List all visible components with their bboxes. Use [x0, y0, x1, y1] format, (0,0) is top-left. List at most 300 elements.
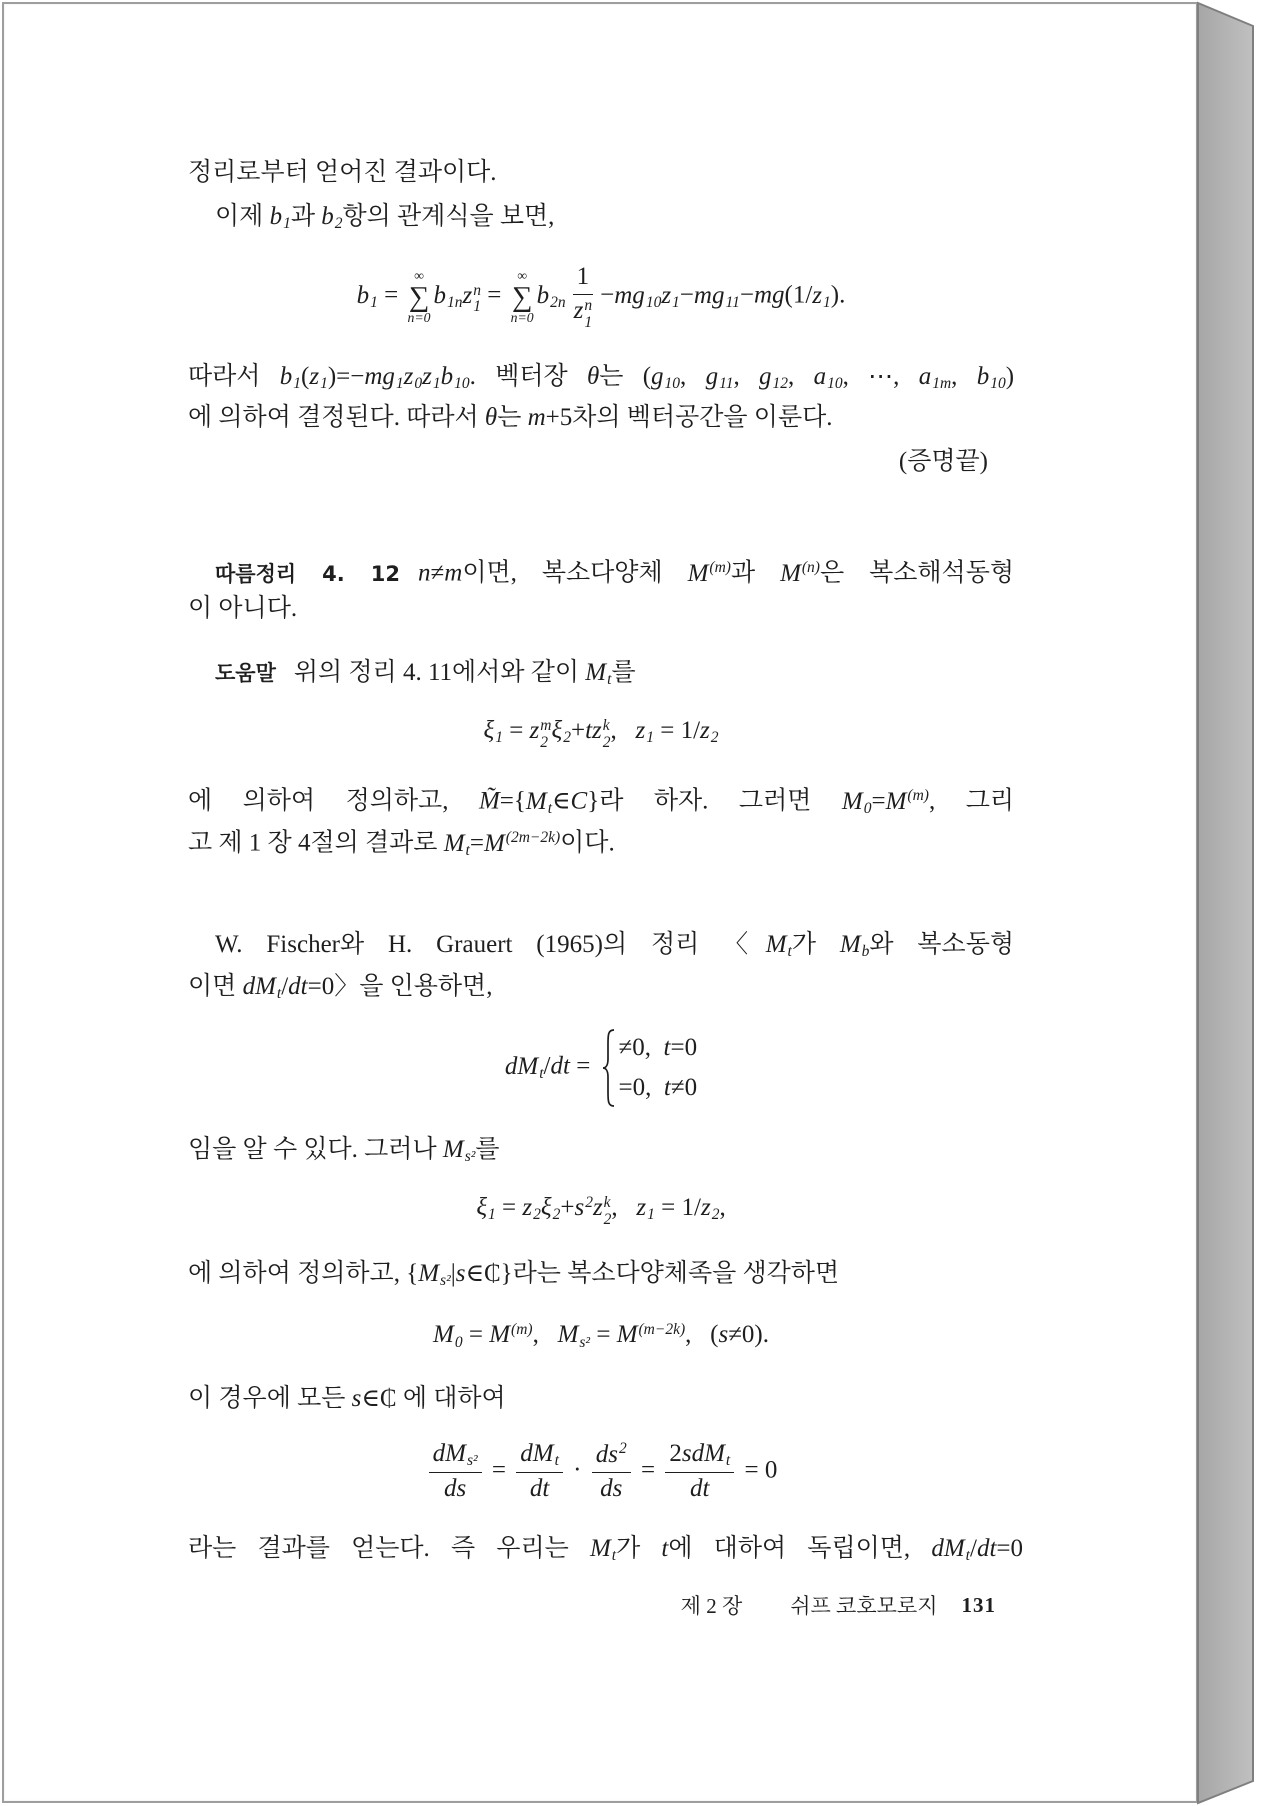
- math-symbol: [664, 1074, 671, 1101]
- text-run: [533, 1321, 558, 1348]
- text-run-body: ∈₵ 에 대하여: [361, 1385, 506, 1412]
- subscript: s²: [466, 1452, 478, 1470]
- math-symbol-body: t: [661, 1535, 669, 1562]
- math-symbol-body: t: [663, 1074, 671, 1101]
- math-symbol-body: t: [663, 1034, 671, 1061]
- text-run: [328, 363, 365, 390]
- math-symbol: [589, 1535, 617, 1565]
- text-run-body: 를: [611, 659, 636, 686]
- text-run-body: /: [543, 1052, 551, 1080]
- fraction: [516, 1440, 563, 1504]
- math-symbol: [444, 560, 462, 587]
- text-run-body: ,: [951, 363, 977, 390]
- subscript: 1: [488, 1206, 496, 1224]
- text-run: [481, 282, 508, 309]
- text-run: [733, 363, 759, 390]
- display-equation: [188, 703, 1014, 763]
- text-run: [843, 363, 919, 390]
- subscript: s²: [579, 1333, 591, 1351]
- script-stack: [603, 718, 611, 751]
- subscript: t: [547, 799, 553, 817]
- display-equation: [188, 1180, 1014, 1240]
- text-run-body: ,: [733, 363, 760, 390]
- text-line: [188, 587, 297, 631]
- math-symbol: [705, 363, 734, 393]
- text-run: [188, 159, 497, 186]
- text-run: [871, 788, 885, 815]
- math-symbol-body: z: [661, 281, 672, 309]
- text-run: [560, 830, 615, 857]
- text-run-body: 항의 관계식을 보면,: [342, 203, 555, 230]
- display-equation: [188, 1306, 1014, 1366]
- equation-body: [425, 1440, 778, 1504]
- subscript: t: [607, 671, 612, 689]
- math-symbol: [886, 788, 929, 815]
- script-stack: [540, 718, 551, 751]
- text-run: [465, 1260, 839, 1287]
- text-run-body: =0: [996, 1535, 1023, 1562]
- math-symbol-body: mg: [614, 281, 645, 309]
- subscript: 1: [646, 729, 654, 747]
- text-run-body: ,: [788, 363, 814, 390]
- math-symbol-body: z: [592, 1194, 603, 1222]
- subscript: 2: [563, 729, 571, 747]
- text-run: [475, 1136, 499, 1163]
- text-run: [486, 1457, 513, 1484]
- text-run-body: 과: [730, 559, 781, 587]
- text-run-body: }라 하자. 그러면: [587, 787, 842, 815]
- math-symbol-body: g: [651, 363, 664, 390]
- text-line: [188, 774, 1014, 818]
- text-run: [462, 560, 687, 587]
- text-run-body: /: [281, 973, 289, 1000]
- math-symbol-body: dt: [976, 1535, 997, 1562]
- text-run-body: 를: [475, 1136, 500, 1163]
- subscript: 11: [725, 294, 740, 312]
- math-symbol-body: z: [700, 717, 710, 745]
- text-run: [496, 1194, 523, 1221]
- text-run-body: . 벡터장: [469, 363, 587, 390]
- math-symbol-body: M: [589, 1535, 611, 1562]
- text-run: [669, 1440, 682, 1467]
- cases-row: [619, 1028, 698, 1068]
- math-symbol: [585, 659, 612, 689]
- fraction-numerator: [516, 1440, 563, 1473]
- math-symbol: [754, 282, 785, 309]
- text-run-body: =: [462, 1321, 490, 1349]
- text-run-body: (1/: [784, 281, 813, 309]
- subscript: t: [611, 1547, 617, 1565]
- text-run-body: /: [969, 1535, 977, 1562]
- math-symbol: [839, 931, 870, 961]
- summation-lower-limit: n=0: [510, 310, 534, 326]
- text-run-body: ={: [499, 787, 526, 815]
- math-symbol: [288, 973, 307, 1000]
- math-symbol: [242, 973, 282, 1003]
- math-symbol-body: M: [765, 931, 787, 958]
- text-line: [215, 923, 1014, 967]
- math-symbol: [489, 1321, 532, 1348]
- text-run: [560, 1194, 574, 1221]
- math-symbol: [483, 717, 503, 747]
- text-run: [552, 788, 571, 815]
- superscript: (m): [907, 787, 929, 804]
- text-run-body: =0〉을 인용하면,: [307, 973, 493, 1000]
- text-run-body: 와 복소동형: [869, 931, 1014, 958]
- subscript: 1: [473, 298, 482, 316]
- text-run-body: 에 대하여 독립이면,: [668, 1535, 932, 1562]
- proof-end-mark: [188, 440, 988, 484]
- math-symbol-body: z: [462, 281, 473, 309]
- text-line: [188, 1128, 500, 1172]
- text-line: [215, 195, 554, 239]
- text-line: [188, 1527, 1023, 1571]
- math-symbol: [765, 931, 792, 961]
- subscript: 1: [647, 1206, 655, 1224]
- subscript: s²: [464, 1148, 476, 1166]
- text-run: [611, 717, 636, 744]
- math-symbol-body: M: [433, 1321, 454, 1349]
- text-run: [470, 363, 587, 390]
- fraction-denominator: [570, 295, 596, 331]
- superscript: (m): [709, 559, 731, 576]
- math-symbol-body: ξ: [476, 1194, 488, 1222]
- subscript: 2: [710, 729, 719, 747]
- subscript: 10: [827, 375, 843, 393]
- text-run: [731, 560, 780, 587]
- text-run: [497, 404, 527, 431]
- text-run: [671, 1074, 697, 1101]
- text-run-body: 이제: [215, 203, 270, 230]
- math-symbol: [600, 1475, 622, 1502]
- subscript: 11: [719, 375, 734, 393]
- text-run-body: ≠0).: [728, 1321, 769, 1349]
- math-symbol-body: s: [574, 1194, 585, 1222]
- text-run-body: 가: [616, 1535, 662, 1562]
- text-run-body: |: [450, 1260, 456, 1287]
- text-run: [188, 1136, 443, 1163]
- bold-heading-label: 도움말: [215, 661, 276, 685]
- math-symbol: [690, 1475, 709, 1502]
- math-symbol-body: M: [483, 829, 505, 857]
- text-run: [611, 659, 635, 686]
- hint-line: [215, 651, 636, 695]
- subscript: 2: [533, 1206, 541, 1224]
- fraction-denominator: [686, 1473, 713, 1504]
- text-run: [188, 595, 297, 622]
- text-run: [570, 1053, 597, 1080]
- text-run: [188, 404, 485, 431]
- subscript: b: [861, 943, 870, 961]
- math-symbol: [526, 788, 552, 815]
- math-symbol: [485, 404, 497, 431]
- math-symbol-body: θ: [484, 404, 498, 431]
- text-run-body: 위의 정리 4. 11에서와 같이: [293, 659, 586, 686]
- text-run-body: 이 경우에 모든: [188, 1385, 352, 1412]
- text-run: [215, 931, 766, 958]
- math-symbol-body: M: [489, 1321, 511, 1349]
- math-symbol-body: z: [700, 1194, 711, 1222]
- math-symbol: [462, 281, 482, 316]
- text-run-body: ,: [719, 1194, 726, 1222]
- math-symbol-body: dt: [529, 1475, 550, 1503]
- math-symbol: [842, 788, 872, 815]
- math-symbol-body: a: [813, 363, 827, 390]
- math-symbol: [977, 1535, 996, 1562]
- math-symbol: [279, 363, 302, 393]
- math-symbol: [700, 1194, 720, 1224]
- text-run: [719, 1194, 725, 1221]
- text-run: [951, 363, 977, 390]
- text-run: [970, 1535, 977, 1562]
- text-run: [291, 203, 321, 230]
- subscript: 2: [540, 733, 549, 751]
- text-run: [188, 1260, 418, 1287]
- subscript: 1: [293, 375, 302, 393]
- math-symbol: [440, 363, 470, 393]
- text-line: [188, 396, 833, 440]
- math-symbol-body: M: [687, 559, 709, 587]
- summation-operator: [511, 269, 534, 325]
- math-symbol: [617, 1321, 685, 1348]
- text-run-body: =: [469, 829, 484, 857]
- text-run-body: 에 의하여 정의하고,: [188, 787, 479, 815]
- text-run-body: 라는 결과를 얻는다. 즉 우리는: [188, 1535, 590, 1562]
- math-symbol-body: mg: [693, 281, 725, 309]
- chapter-title: 쉬프 코호모로지: [790, 1594, 938, 1618]
- text-run-body: 는 (: [599, 363, 652, 390]
- math-symbol: [596, 1441, 627, 1468]
- math-symbol-body: dt: [690, 1475, 710, 1503]
- equation-body: [483, 715, 718, 751]
- subscript: 1: [823, 294, 831, 312]
- superscript: (n): [801, 559, 820, 576]
- math-symbol: [693, 281, 740, 312]
- math-symbol: [681, 1440, 731, 1470]
- math-symbol-body: mg: [364, 363, 395, 390]
- fraction-numerator: [665, 1440, 734, 1473]
- superscript: k: [602, 717, 610, 735]
- fraction-numerator: [429, 1440, 482, 1473]
- math-symbol-body: z: [522, 1194, 533, 1222]
- text-run: [308, 973, 493, 1000]
- math-symbol: [356, 281, 378, 312]
- text-run: [470, 830, 484, 857]
- text-run-body: , 그리: [928, 787, 1014, 815]
- math-symbol: [550, 1053, 569, 1080]
- text-line: [188, 355, 1014, 399]
- math-symbol-body: dM: [432, 1440, 466, 1468]
- text-run-body: =0,: [618, 1074, 664, 1101]
- text-run-body: 에 의하여 정의하고, {: [188, 1260, 419, 1287]
- math-symbol-body: dt: [288, 973, 308, 1000]
- text-run-body: 과: [290, 203, 322, 230]
- text-run: [680, 282, 694, 309]
- math-symbol: [504, 1052, 544, 1083]
- math-symbol-body: ξ: [540, 1194, 552, 1222]
- math-symbol-body: M: [585, 659, 607, 686]
- subscript: 2n: [550, 294, 566, 312]
- subscript: 1: [672, 294, 680, 312]
- subscript: 12: [772, 375, 789, 393]
- math-symbol: [573, 296, 593, 331]
- text-run: [654, 717, 700, 744]
- text-run: [738, 1457, 777, 1484]
- superscript: 2: [618, 1440, 627, 1458]
- subscript: 2: [603, 1210, 612, 1228]
- math-symbol-body: M: [442, 1136, 464, 1163]
- subscript: 1: [370, 294, 378, 312]
- subscript: 10: [990, 375, 1006, 393]
- math-symbol: [442, 1136, 476, 1166]
- text-run-body: = 1/: [654, 1194, 701, 1222]
- math-symbol-body: n: [418, 559, 431, 587]
- math-symbol: [528, 404, 546, 431]
- summation-upper-limit: ∞: [517, 267, 528, 283]
- text-run-body: =: [502, 717, 530, 745]
- text-run-body: 이다.: [560, 829, 615, 857]
- math-symbol-body: z: [422, 363, 432, 390]
- math-symbol: [456, 1260, 466, 1287]
- subscript: 1: [432, 375, 441, 393]
- subscript: 2: [334, 215, 343, 233]
- text-run-body: = 1/: [653, 717, 701, 745]
- subscript: 1: [283, 215, 291, 233]
- text-run: [188, 363, 280, 390]
- math-symbol-body: M: [885, 787, 907, 815]
- math-symbol-body: s: [718, 1321, 729, 1349]
- math-symbol-body: dM: [931, 1535, 965, 1562]
- math-symbol-body: ξ: [551, 717, 563, 745]
- text-run: [668, 1535, 931, 1562]
- superscript: k: [603, 1194, 611, 1212]
- math-symbol: [918, 363, 952, 393]
- text-run-body: ≠0: [670, 1074, 698, 1101]
- text-run-body: ,: [611, 1194, 637, 1222]
- subscript: 0: [454, 1333, 463, 1351]
- subscript: 1: [320, 375, 328, 393]
- text-run-body: 에 의하여 결정된다. 따라서: [188, 404, 485, 431]
- equation-body: [505, 1028, 697, 1108]
- text-run: [500, 788, 526, 815]
- equation-body: [433, 1319, 769, 1352]
- superscript: n: [584, 297, 593, 315]
- math-symbol: [812, 281, 831, 312]
- summation-sign: ∑: [408, 280, 430, 313]
- text-run: [587, 788, 842, 815]
- text-run-body: =0: [670, 1034, 698, 1061]
- text-run: [820, 560, 1014, 587]
- text-run-body: 2: [669, 1440, 682, 1468]
- subscript: 1: [395, 375, 404, 393]
- fraction: [429, 1440, 482, 1504]
- math-symbol-body: b: [440, 363, 454, 390]
- text-run-body: 1: [576, 263, 590, 291]
- math-symbol-body: M: [443, 829, 465, 857]
- math-symbol-body: ds: [444, 1475, 467, 1503]
- subscript: t: [725, 1452, 731, 1470]
- math-symbol: [444, 1475, 466, 1502]
- math-symbol-body: M: [557, 1321, 579, 1349]
- math-symbol-body: M: [616, 1321, 638, 1349]
- text-run: [670, 1034, 697, 1061]
- math-symbol-body: M: [839, 931, 861, 958]
- math-symbol-body: z: [812, 281, 823, 309]
- subscript: 1n: [447, 294, 463, 312]
- math-symbol-body: b: [536, 281, 550, 309]
- text-run-body: =: [485, 1456, 513, 1484]
- text-run-body: 임을 알 수 있다. 그러나: [188, 1136, 443, 1163]
- cases-block: [601, 1028, 698, 1108]
- text-run: [546, 404, 833, 431]
- subscript: t: [554, 1452, 559, 1470]
- summation-operator: [408, 269, 431, 325]
- math-symbol: [636, 1194, 655, 1224]
- page-footer: [600, 1587, 996, 1623]
- display-equation: [188, 1018, 1014, 1118]
- math-symbol-body: m: [444, 559, 463, 587]
- text-line: [188, 151, 497, 195]
- superscript: 2: [585, 1193, 593, 1211]
- text-run-body: (증명끝): [898, 448, 988, 475]
- superscript: n: [473, 281, 482, 299]
- text-run-body: +: [570, 717, 586, 745]
- text-run-body: =: [590, 1321, 617, 1349]
- text-run-body: 정리로부터 얻어진 결과이다.: [188, 159, 497, 186]
- text-run-body: = 0: [738, 1456, 778, 1484]
- math-symbol-body: tz: [585, 717, 602, 745]
- text-run: [567, 1457, 588, 1484]
- superscript: (2m−2k): [505, 829, 561, 846]
- text-run: [996, 1535, 1023, 1562]
- math-symbol: [536, 281, 566, 312]
- text-run-body: ,: [680, 363, 706, 390]
- text-run: [619, 1034, 664, 1061]
- text-run-body: −: [679, 281, 694, 309]
- text-run: [571, 717, 585, 744]
- text-run-body: =: [377, 281, 405, 309]
- math-symbol-body: b: [279, 363, 293, 390]
- text-line: [188, 1377, 506, 1421]
- text-run: [785, 282, 813, 309]
- subscript: 1: [584, 313, 593, 331]
- math-symbol-body: s: [351, 1385, 362, 1412]
- text-run-body: +: [560, 1194, 575, 1222]
- math-symbol-body: b: [321, 203, 334, 230]
- text-run: [792, 931, 840, 958]
- text-run-body: ).: [830, 281, 846, 309]
- page-number: 131: [961, 1592, 996, 1617]
- math-symbol: [635, 717, 654, 747]
- text-run: [728, 1321, 769, 1348]
- display-equation: [188, 247, 1014, 347]
- math-symbol: [614, 281, 662, 312]
- math-symbol-body: b: [356, 281, 370, 309]
- text-run-body: 고 제 1 장 4절의 결과로: [188, 829, 444, 857]
- fraction-numerator: [592, 1440, 631, 1472]
- math-symbol: [759, 363, 789, 393]
- subscript: 2: [552, 1206, 561, 1224]
- text-run-body: 이면: [188, 973, 243, 1000]
- subscript: 1m: [932, 375, 952, 393]
- text-run-body: , ⋯,: [842, 363, 919, 390]
- math-symbol: [309, 363, 328, 393]
- text-run: [680, 363, 706, 390]
- math-symbol-body: z: [529, 717, 540, 745]
- math-symbol-body: g: [705, 363, 719, 390]
- chapter-label: 제 2 장: [680, 1594, 743, 1618]
- subscript: t: [539, 1065, 544, 1083]
